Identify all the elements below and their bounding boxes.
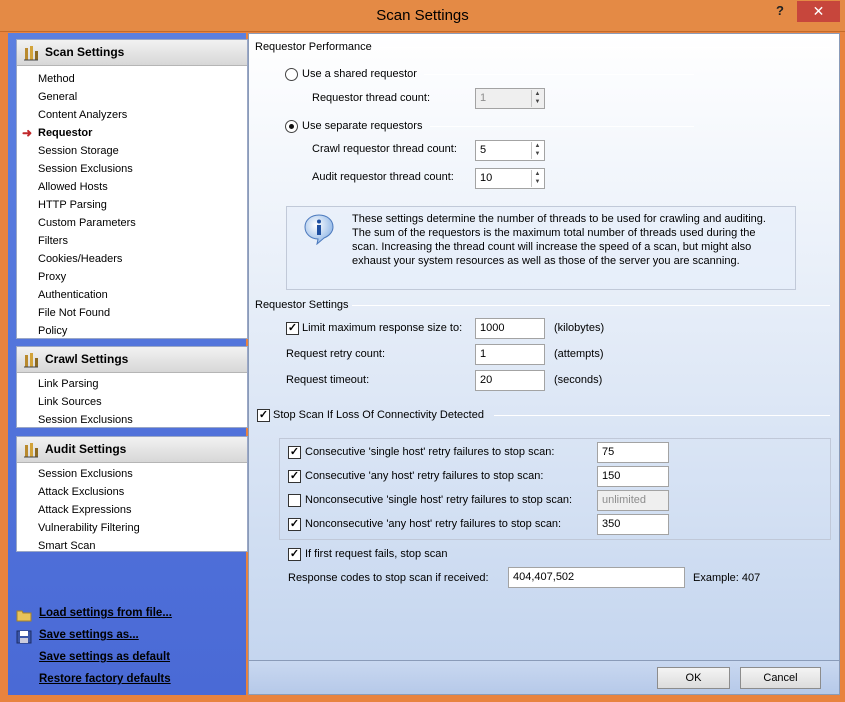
audit-thread-stepper[interactable]	[475, 168, 545, 189]
stop-row-label: Consecutive 'any host' retry failures to stop scan:	[305, 470, 544, 482]
group-title: Crawl Settings	[45, 352, 129, 366]
stop-row-input[interactable]: unlimited	[597, 490, 669, 511]
sidebar-item-filters[interactable]	[17, 232, 247, 250]
sidebar-item-proxy[interactable]	[17, 268, 247, 286]
settings-sidebar	[8, 33, 246, 695]
stop-row-label: Consecutive 'single host' retry failures to stop scan:	[305, 446, 555, 458]
sidebar-item-label: Requestor	[38, 127, 93, 139]
sidebar-item-label: Link Sources	[38, 396, 102, 408]
sidebar-item-vulnerability-filtering[interactable]	[17, 519, 247, 537]
limit-response-unit: (kilobytes)	[554, 322, 605, 334]
shared-thread-value: 1	[480, 92, 487, 104]
ok-button[interactable]: OK	[657, 667, 730, 689]
sidebar-item-label: Custom Parameters	[38, 217, 136, 229]
sidebar-item-policy[interactable]	[17, 322, 247, 340]
shared-thread-stepper[interactable]	[475, 88, 545, 109]
response-codes-label: Response codes to stop scan if received:	[288, 572, 489, 584]
first-fail-checkbox[interactable]: ✓	[289, 548, 300, 560]
sidebar-item-http-parsing[interactable]	[17, 196, 247, 214]
sidebar-item-file-not-found[interactable]	[17, 304, 247, 322]
limit-response-label: Limit maximum response size to:	[302, 322, 463, 334]
spin-arrows-icon[interactable]: ▲ ▼	[531, 90, 543, 107]
separate-requestors-label: Use separate requestors	[302, 120, 423, 132]
response-codes-example: Example: 407	[693, 572, 761, 584]
audit-settings-icon	[23, 441, 39, 458]
shared-thread-label: Requestor thread count:	[312, 92, 431, 104]
sidebar-item-label: Content Analyzers	[38, 109, 128, 121]
sidebar-item-label: General	[38, 91, 78, 103]
section-divider	[378, 47, 830, 48]
sidebar-item-content-analyzers[interactable]	[17, 106, 247, 124]
retry-count-input[interactable]: 1	[475, 344, 545, 365]
sidebar-item-label: Link Parsing	[38, 378, 99, 390]
shared-requestor-label: Use a shared requestor	[302, 68, 417, 80]
sidebar-item-label: Session Storage	[38, 145, 119, 157]
audit-thread-label: Audit requestor thread count:	[312, 171, 454, 183]
sidebar-item-label: File Not Found	[38, 307, 111, 319]
group-header-crawl-settings[interactable]	[17, 347, 247, 373]
spin-arrows-icon[interactable]: ▲ ▼	[531, 170, 543, 187]
info-line: These settings determine the number of threads to be used for crawling and auditing.	[352, 213, 766, 225]
sidebar-item-label: Cookies/Headers	[38, 253, 123, 265]
crawl-settings-icon	[23, 351, 39, 368]
group-header-scan-settings[interactable]	[17, 40, 247, 66]
timeout-unit: (seconds)	[554, 374, 603, 386]
sidebar-item-attack-expressions[interactable]	[17, 501, 247, 519]
section-divider	[494, 415, 830, 416]
stop-row-checkbox[interactable]: ✓	[289, 446, 300, 458]
info-text	[352, 212, 766, 268]
group-header-audit-settings[interactable]	[17, 437, 247, 463]
stop-row-checkbox[interactable]	[288, 494, 301, 507]
crawl-thread-value: 5	[480, 144, 487, 156]
restore-defaults-link[interactable]: Restore factory defaults	[39, 673, 171, 685]
scan-settings-icon	[23, 44, 39, 61]
response-codes-input[interactable]: 404,407,502	[508, 567, 685, 588]
sidebar-item-link-parsing[interactable]	[17, 375, 247, 393]
sidebar-item-label: Vulnerability Filtering	[38, 522, 140, 534]
timeout-label: Request timeout:	[286, 374, 370, 386]
stop-row-checkbox[interactable]: ✓	[289, 518, 300, 530]
requestor-settings-heading: Requestor Settings	[255, 299, 349, 311]
separate-requestors-radio[interactable]	[285, 120, 298, 133]
sidebar-item-method[interactable]	[17, 70, 247, 88]
sidebar-item-label: Method	[38, 73, 75, 85]
stop-row-label: Nonconsecutive 'single host' retry failures to stop scan:	[305, 494, 573, 506]
stop-row-input[interactable]: 75	[597, 442, 669, 463]
sidebar-item-label: Session Exclusions	[38, 468, 133, 480]
sidebar-item-label: Attack Expressions	[38, 504, 132, 516]
stop-row-input[interactable]: 350	[597, 514, 669, 535]
requestor-performance-heading: Requestor Performance	[255, 41, 372, 53]
sidebar-item-label: Proxy	[38, 271, 67, 283]
info-box	[286, 206, 796, 290]
save-default-link[interactable]: Save settings as default	[39, 651, 171, 663]
section-divider	[424, 74, 694, 75]
sidebar-item-label: Session Exclusions	[38, 414, 133, 426]
info-icon	[303, 213, 335, 245]
section-divider	[430, 126, 694, 127]
folder-icon	[16, 608, 32, 622]
stop-scan-checkbox[interactable]: ✓	[258, 409, 269, 421]
crawl-thread-stepper[interactable]	[475, 140, 545, 161]
spin-arrows-icon[interactable]: ▲ ▼	[531, 142, 543, 159]
sidebar-item-general[interactable]	[17, 88, 247, 106]
sidebar-item-session-exclusions[interactable]	[17, 465, 247, 483]
section-divider	[352, 305, 830, 306]
sidebar-item-attack-exclusions[interactable]	[17, 483, 247, 501]
limit-response-input[interactable]: 1000	[475, 318, 545, 339]
sidebar-item-label: Smart Scan	[38, 540, 96, 552]
cancel-button[interactable]: Cancel	[740, 667, 821, 689]
sidebar-item-requestor[interactable]	[17, 124, 247, 142]
sidebar-item-label: Policy	[38, 325, 68, 337]
save-disk-icon	[16, 630, 32, 644]
audit-thread-value: 10	[480, 172, 493, 184]
sidebar-item-authentication[interactable]	[17, 286, 247, 304]
sidebar-item-session-exclusions[interactable]	[17, 411, 247, 429]
stop-scan-heading: Stop Scan If Loss Of Connectivity Detected	[273, 409, 484, 421]
scan-settings-group	[16, 39, 248, 339]
audit-settings-group	[16, 436, 248, 552]
group-title: Audit Settings	[45, 442, 127, 456]
sidebar-item-allowed-hosts[interactable]	[17, 178, 247, 196]
help-button[interactable]: ?	[776, 3, 784, 18]
retry-count-label: Request retry count:	[286, 348, 386, 360]
limit-response-checkbox[interactable]: ✓	[287, 322, 298, 334]
sidebar-item-session-exclusions[interactable]	[17, 160, 247, 178]
sidebar-item-session-storage[interactable]	[17, 142, 247, 160]
group-title: Scan Settings	[45, 45, 125, 59]
timeout-input[interactable]: 20	[475, 370, 545, 391]
sidebar-item-smart-scan[interactable]	[17, 537, 247, 555]
sidebar-item-label: Allowed Hosts	[38, 181, 108, 193]
sidebar-item-link-sources[interactable]	[17, 393, 247, 411]
active-arrow-icon: ➜	[22, 126, 33, 140]
window-title: Scan Settings	[376, 7, 469, 24]
first-fail-label: If first request fails, stop scan	[305, 548, 448, 560]
crawl-settings-group	[16, 346, 248, 428]
close-button[interactable]: ✕	[797, 1, 840, 22]
sidebar-item-label: Filters	[38, 235, 68, 247]
info-line: The sum of the requestors is the maximum total number of threads used during the	[352, 227, 756, 239]
save-settings-as-link[interactable]: Save settings as...	[39, 629, 139, 641]
stop-row-checkbox[interactable]: ✓	[289, 470, 300, 482]
sidebar-item-cookies-headers[interactable]	[17, 250, 247, 268]
retry-count-unit: (attempts)	[554, 348, 604, 360]
sidebar-item-label: Session Exclusions	[38, 163, 133, 175]
shared-requestor-radio[interactable]	[285, 68, 298, 81]
stop-row-input[interactable]: 150	[597, 466, 669, 487]
sidebar-item-label: Attack Exclusions	[38, 486, 125, 498]
info-line: scan. Increasing the thread count will increase the speed of a scan, but might also	[352, 241, 752, 253]
sidebar-item-label: HTTP Parsing	[38, 199, 107, 211]
crawl-thread-label: Crawl requestor thread count:	[312, 143, 457, 155]
sidebar-item-label: Authentication	[38, 289, 108, 301]
load-settings-link[interactable]: Load settings from file...	[39, 607, 172, 619]
info-line: exhaust your system resources as well as those of the server you are scanning.	[352, 255, 740, 267]
sidebar-item-custom-parameters[interactable]	[17, 214, 247, 232]
stop-row-label: Nonconsecutive 'any host' retry failures to stop scan:	[305, 518, 562, 530]
